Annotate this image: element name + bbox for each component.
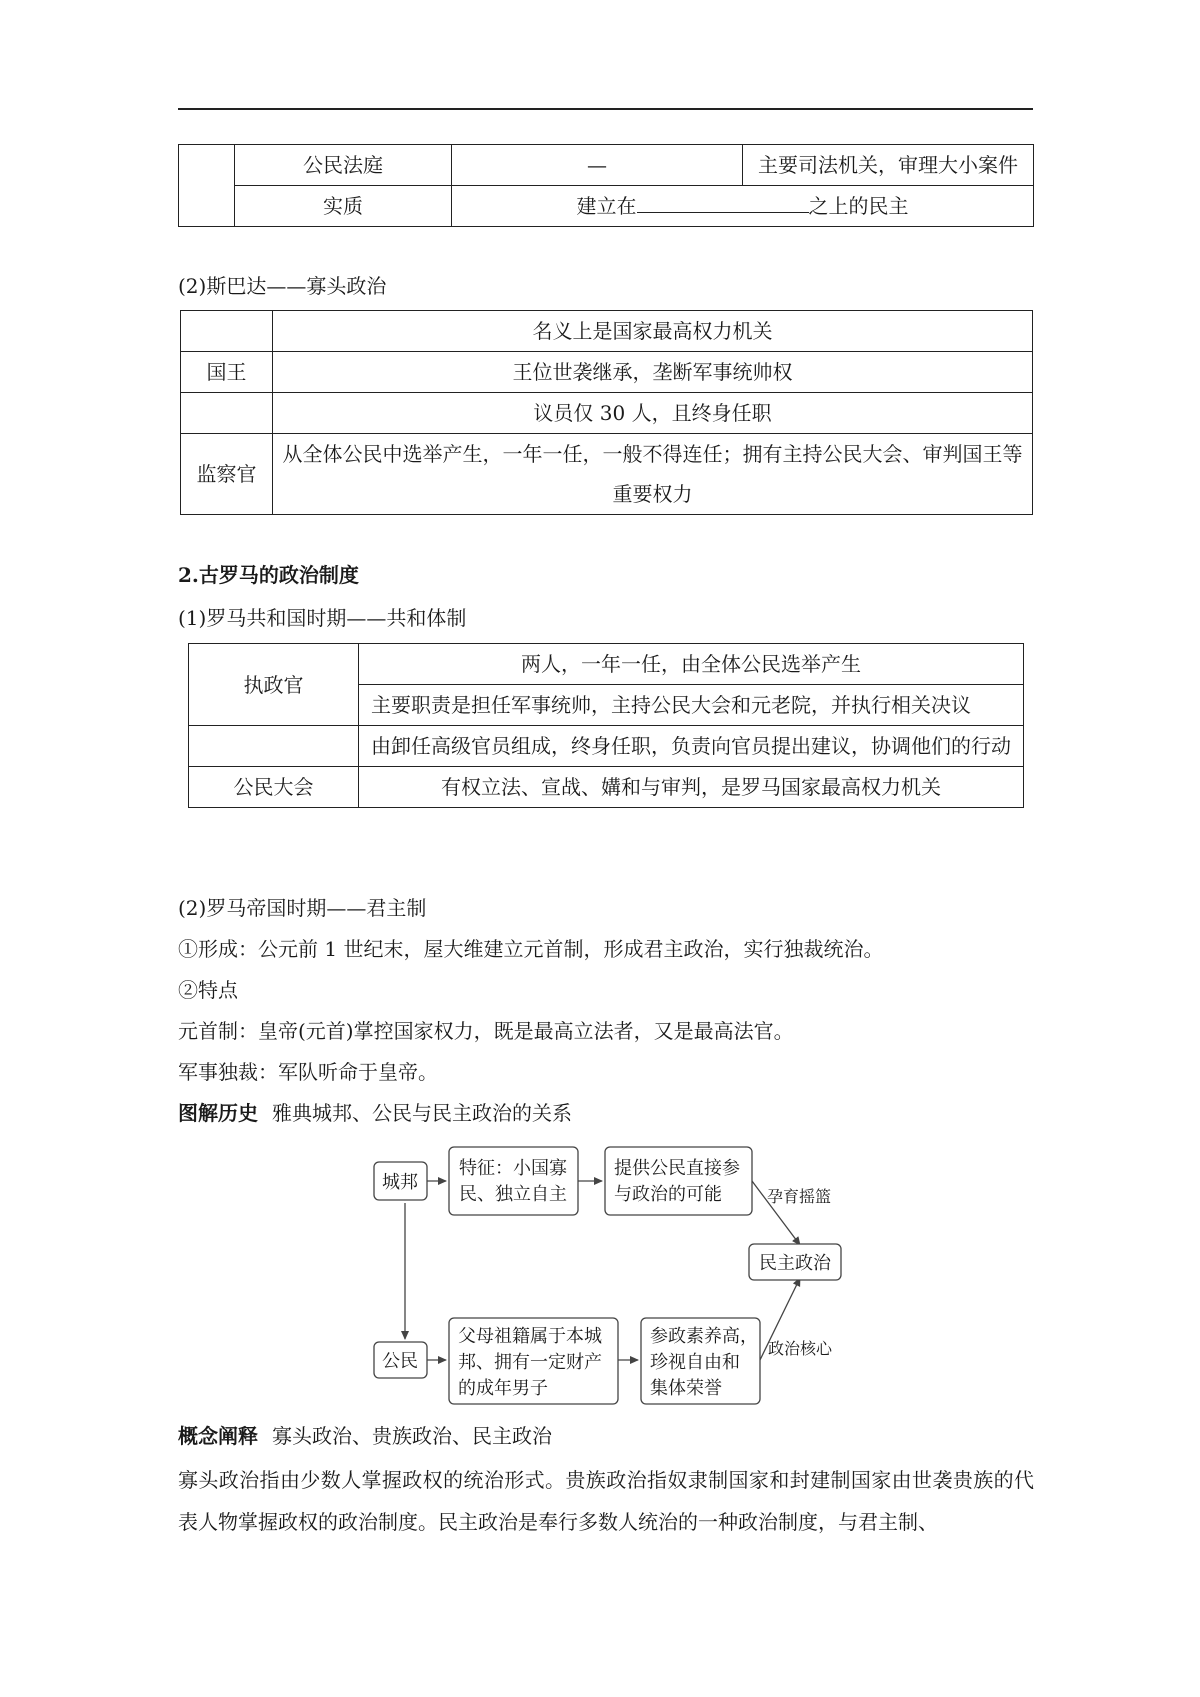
node-text: 参政素养高， bbox=[650, 1326, 758, 1347]
diagram-title: 雅典城邦、公民与民主政治的关系 bbox=[272, 1101, 572, 1125]
node-democracy-label: 民主政治 bbox=[759, 1253, 831, 1274]
node-text: 父母祖籍属于本城 bbox=[458, 1326, 602, 1347]
edge-label-core: 政治核心 bbox=[768, 1339, 833, 1358]
table-cell: 名义上是国家最高权力机关 bbox=[273, 311, 1033, 352]
node-text: 提供公民直接参 bbox=[614, 1158, 740, 1179]
table-cell: 公民法庭 bbox=[235, 145, 452, 186]
table-label-cell: 国王 bbox=[181, 352, 273, 393]
table-cell: 从全体公民中选举产生，一年一任，一般不得连任；拥有主持公民大会、审判国王等重要权力 bbox=[273, 434, 1033, 515]
cell-text: 建立在 bbox=[576, 194, 637, 218]
table-cell: 主要职责是担任军事统帅，主持公民大会和元老院，并执行相关决议 bbox=[359, 685, 1024, 726]
table-cell: 有权立法、宣战、媾和与审判，是罗马国家最高权力机关 bbox=[359, 767, 1024, 808]
node-citizen-label: 公民 bbox=[382, 1351, 418, 1372]
feature-1: 元首制：皇帝(元首)掌控国家权力，既是最高立法者，又是最高法官。 bbox=[178, 1019, 794, 1043]
empire-heading: (2)罗马帝国时期——君主制 bbox=[178, 896, 427, 920]
node-text: 与政治的可能 bbox=[614, 1184, 722, 1205]
node-text: 的成年男子 bbox=[458, 1378, 548, 1399]
edge-label-cradle: 孕育摇篮 bbox=[767, 1187, 832, 1206]
node-text: 邦、拥有一定财产 bbox=[458, 1352, 602, 1373]
feature-2: 军事独裁：军队听命于皇帝。 bbox=[178, 1060, 438, 1084]
table-label-cell: 公民大会 bbox=[189, 767, 359, 808]
node-text: 特征：小国寡 bbox=[459, 1158, 567, 1179]
concept-caption bbox=[178, 1422, 552, 1450]
node-city-label: 城邦 bbox=[382, 1172, 418, 1193]
concept-paragraph: 寡头政治指由少数人掌握政权的统治形式。贵族政治指奴隶制国家和封建制国家由世袭贵族的代表人物掌握政权的政治制度。民主政治是奉行多数人统治的一种政治制度，与君主制、 bbox=[178, 1468, 1034, 1534]
cell-text: 之上的民主 bbox=[808, 194, 909, 218]
table-label-cell: 执政官 bbox=[189, 644, 359, 726]
diagram-label: 图解历史 bbox=[178, 1101, 258, 1125]
node-text: 民、独立自主 bbox=[459, 1184, 567, 1205]
republic-heading: (1)罗马共和国时期——共和体制 bbox=[178, 606, 467, 630]
table-cell: 议员仅 30 人，且终身任职 bbox=[273, 393, 1033, 434]
table-cell: — bbox=[452, 145, 743, 186]
table-cell: 由卸任高级官员组成，终身任职，负责向官员提出建议，协调他们的行动 bbox=[359, 726, 1024, 767]
empire-formation: ①形成：公元前 1 世纪末，屋大维建立元首制，形成君主政治，实行独裁统治。 bbox=[178, 937, 884, 961]
node-text: 珍视自由和 bbox=[650, 1352, 740, 1373]
table-label-cell: 监察官 bbox=[181, 434, 273, 515]
concept-label: 概念阐释 bbox=[178, 1424, 258, 1448]
sparta-heading: (2)斯巴达——寡头政治 bbox=[178, 274, 387, 298]
features-title: ②特点 bbox=[178, 978, 238, 1002]
table-cell: 两人，一年一任，由全体公民选举产生 bbox=[359, 644, 1024, 685]
table-cell: 实质 bbox=[235, 186, 452, 227]
table-cell: 王位世袭继承，垄断军事统帅权 bbox=[273, 352, 1033, 393]
concept-title: 寡头政治、贵族政治、民主政治 bbox=[272, 1424, 552, 1448]
node-text: 集体荣誉 bbox=[650, 1378, 722, 1399]
section-title: 2.古罗马的政治制度 bbox=[178, 563, 359, 587]
table-cell: 主要司法机关，审理大小案件 bbox=[743, 145, 1034, 186]
